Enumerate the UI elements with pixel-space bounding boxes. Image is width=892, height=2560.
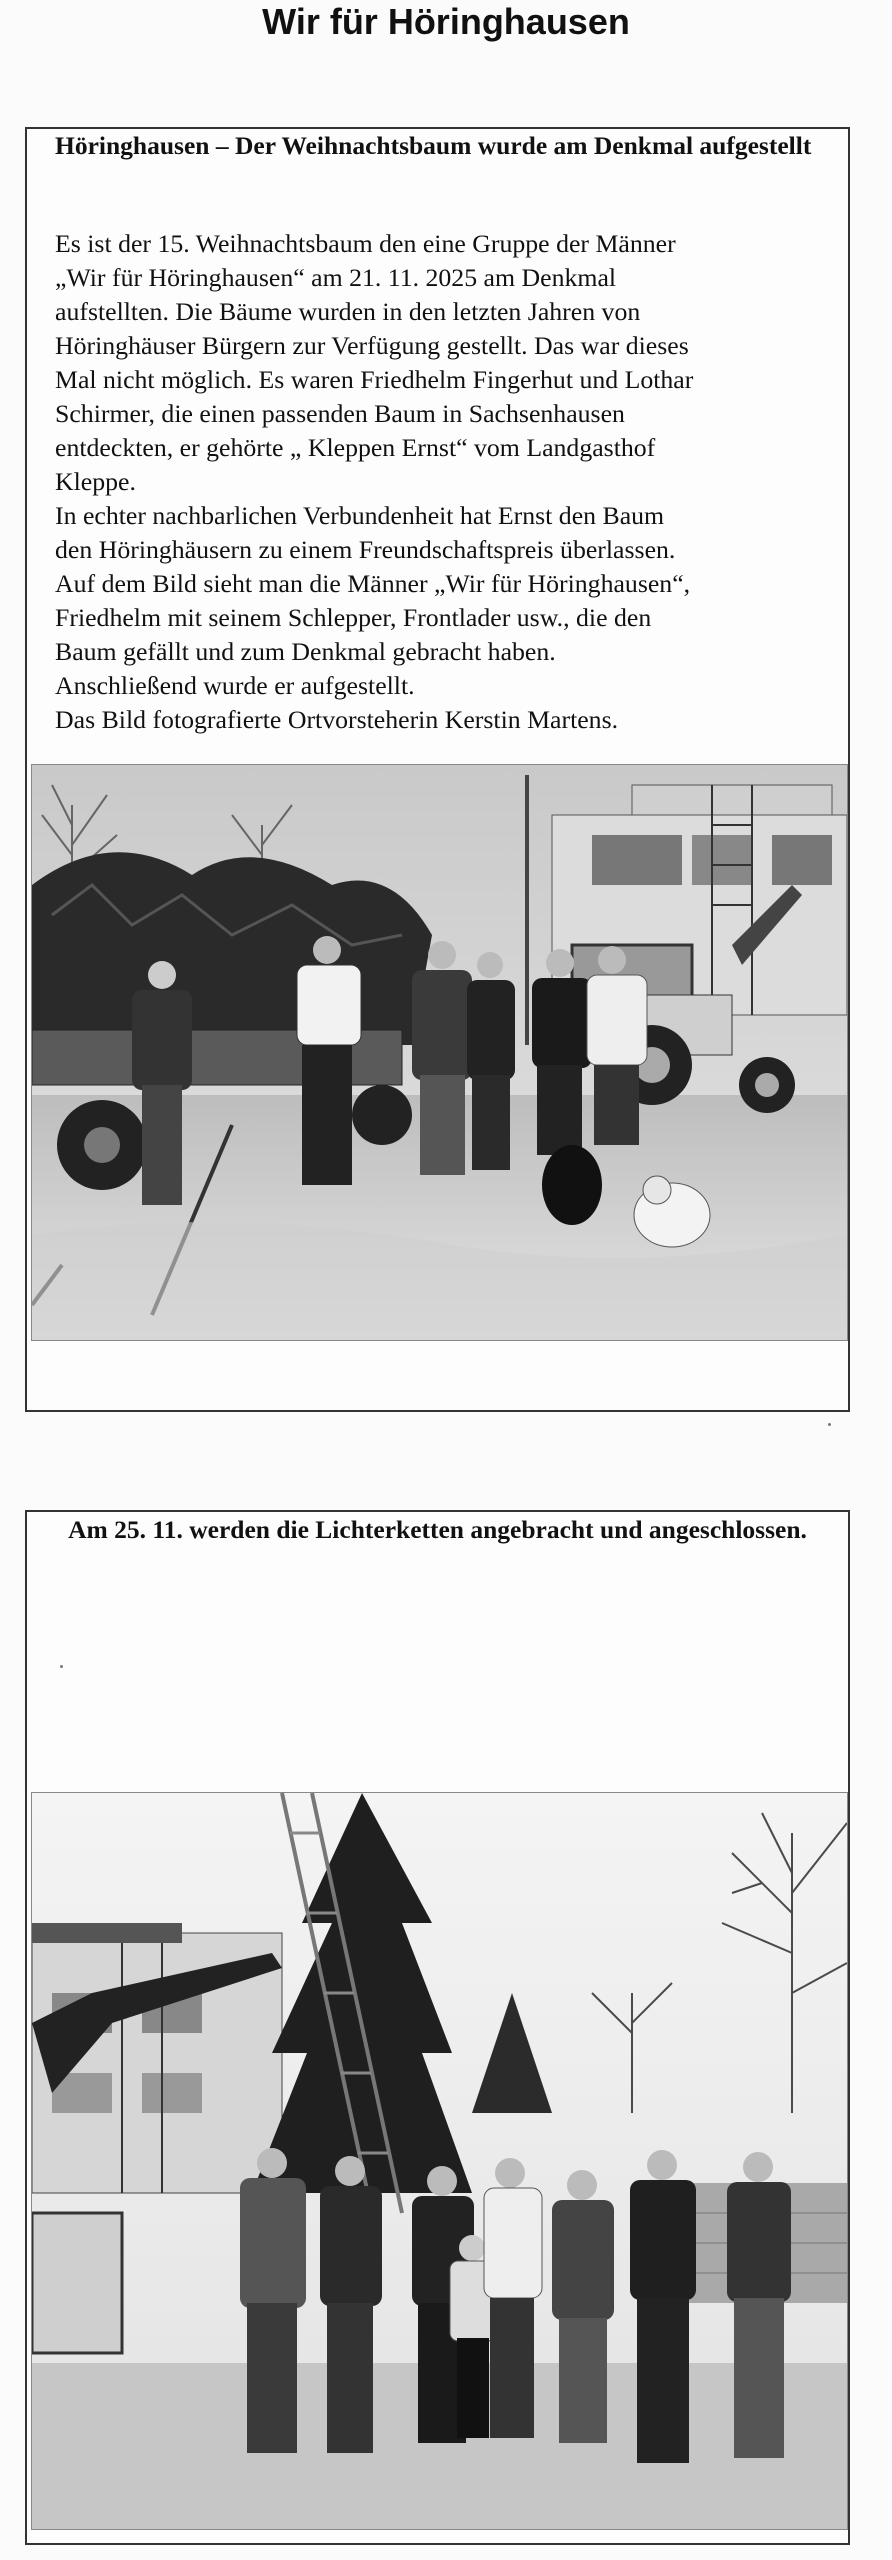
article-line: aufstellten. Die Bäume wurden in den letzten Jahren von [55,297,641,326]
article-line: Anschließend wurde er aufgestellt. [55,671,415,700]
article-line: „Wir für Höringhausen“ am 21. 11. 2025 am Denkmal [55,263,617,292]
article-box-lights [25,1510,850,2545]
article-line: Schirmer, die einen passenden Baum in Sachsenhausen [55,399,625,428]
article-line: Kleppe. [55,467,136,496]
photo-tree-transport [31,764,848,1341]
photo-light-installation [31,1792,848,2530]
article-line: Höringhäuser Bürgern zur Verfügung gestellt. Das war dieses [55,331,689,360]
article-line: Baum gefällt und zum Denkmal gebracht haben. [55,637,556,666]
article-box-christmas-tree [25,127,850,1412]
article-heading: Höringhausen – Der Weihnachtsbaum wurde am Denkmal aufgestellt [55,131,812,160]
article-caption: Am 25. 11. werden die Lichterketten angebracht und angeschlossen. [68,1515,807,1544]
scan-speck [828,1423,831,1426]
article-line: In echter nachbarlichen Verbundenheit hat Ernst den Baum [55,501,665,530]
article-line: Es ist der 15. Weihnachtsbaum den eine Gruppe der Männer [55,229,676,258]
article-line: Auf dem Bild sieht man die Männer „Wir für Höringhausen“, [55,569,691,598]
article-line: entdeckten, er gehörte „ Kleppen Ernst“ vom Landgasthof [55,433,656,462]
article-body [55,227,845,737]
article-line: Das Bild fotografierte Ortvorsteherin Kerstin Martens. [55,705,619,734]
page-title: Wir für Höringhausen [262,1,630,42]
article-line: Mal nicht möglich. Es waren Friedhelm Fingerhut und Lothar [55,365,694,394]
article-line: den Höringhäusern zu einem Freundschaftspreis überlassen. [55,535,676,564]
article-line: Friedhelm mit seinem Schlepper, Frontlader usw., die den [55,603,652,632]
scan-speck [60,1665,63,1668]
